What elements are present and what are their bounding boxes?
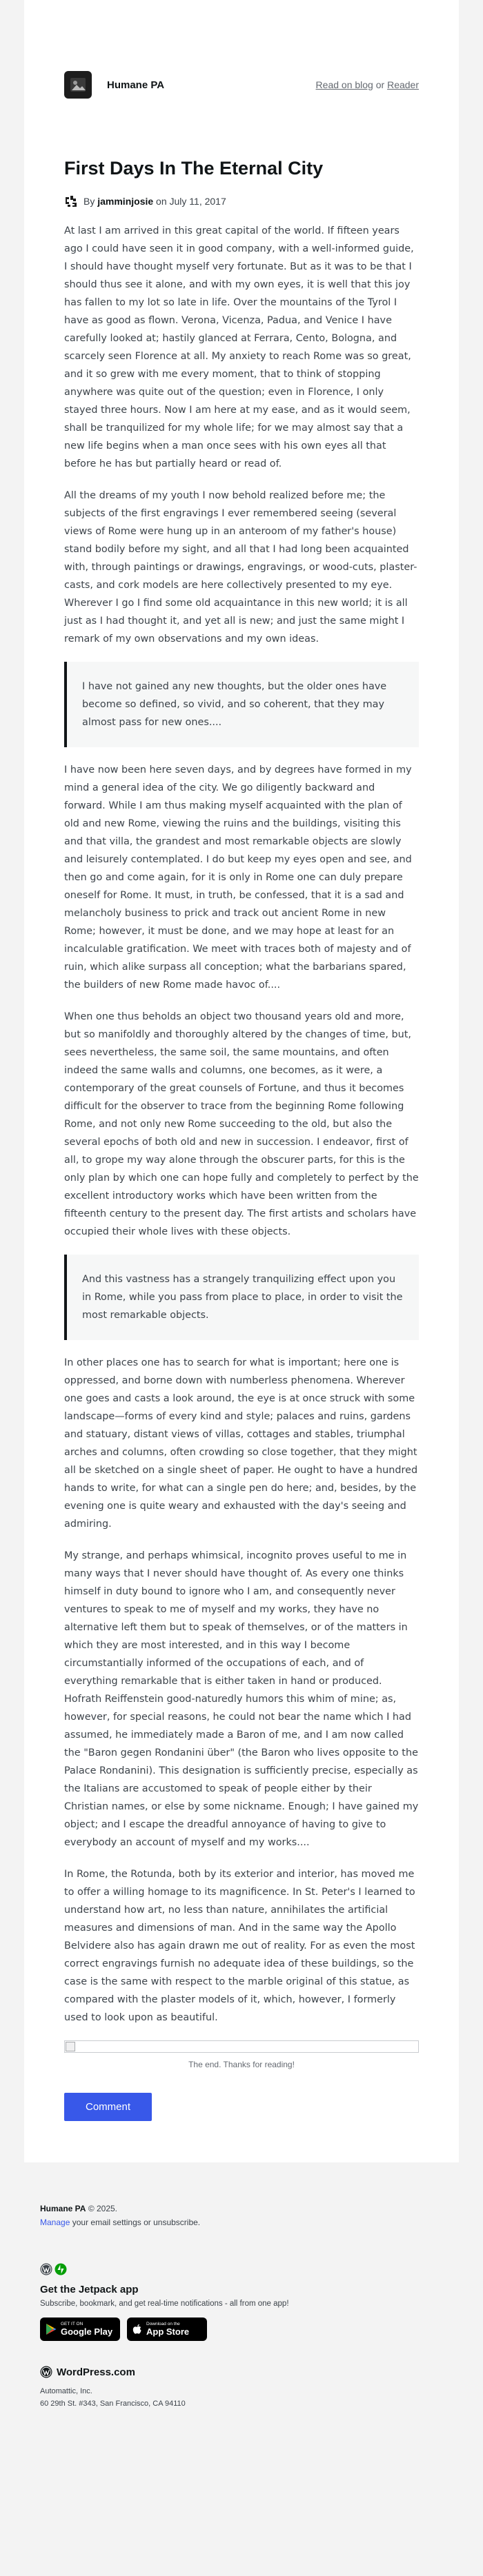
paragraph: In other places one has to search for what is important; here one is oppressed, and borne down with numberless phenomena. Wherever one goes and casts a look around, the eye is at once struck with some landscape—forms of every kind and style; palaces and ruins, gardens and statuary, distant views of villas, cottages and stables, triumphal arches and columns, often crowding so close together, that they might all be sketched on a single sheet of paper. He ought to have a hundred hands to write, for what can a single pen do here; and, besides, by the evening one is quite weary and exhausted with the day's seeing and admiring.	[64, 1357, 418, 1530]
author-name[interactable]: jamminjosie	[97, 196, 154, 207]
site-logo[interactable]	[64, 71, 92, 99]
manage-rest-text: your email settings or unsubscribe.	[72, 2218, 201, 2228]
app-store-small: Download on the	[146, 2322, 180, 2327]
google-play-text	[61, 2322, 112, 2337]
broken-image-icon	[66, 2042, 75, 2051]
header	[64, 69, 419, 101]
jetpack-icon	[55, 2263, 67, 2275]
blockquote-text: I have not gained any new thoughts, but the older ones have become so defined, so vivid, and so coherent, that they may almost pass for new ones....	[82, 681, 387, 729]
apple-icon	[132, 2324, 142, 2335]
footer-site-name: Humane PA	[40, 2204, 86, 2214]
footer-logos	[40, 2263, 443, 2275]
post-content	[64, 222, 419, 2121]
app-store-button[interactable]	[127, 2318, 207, 2341]
company-name: Automattic, Inc.	[40, 2387, 92, 2396]
google-play-big: Google Play	[61, 2326, 113, 2337]
read-links	[316, 79, 419, 90]
wpcom-name[interactable]: WordPress.com	[57, 2366, 135, 2378]
paragraph: When one thus beholds an object two thousand years old and more, but so manifoldly and thoroughly altered by the changes of time, but, sees nevertheless, the same soil, the same mountains, and often indeed the same walls and columns, one becomes, as it were, a contemporary of the great counsels of Fortune, and thus it becomes difficult for the observer to trace from the beginning Rome following Rome, and not only new Rome succeeding to the old, but also the several epochs of both old and new in succession. I endeavor, first of all, to grope my way alone through the obscurer parts, for this is the only plan by which one can hope fully and completely to perfect by the excellent introductory works which have been written from the fifteenth century to the present day. The first artists and scholars have occupied their whole lives with these objects.	[64, 1011, 419, 1238]
site-name[interactable]: Humane PA	[107, 79, 165, 91]
blockquote	[64, 662, 419, 747]
paragraph: All the dreams of my youth I now behold realized before me; the subjects of the first engravings I ever remembered seeing (several views of Rome were hung up in an anteroom of my father's house) stand bodily before my sight, and all that I had long been acquainted with, through paintings or drawings, engravings, or wood-cuts, plaster-casts, and cork models are here collectively presented to my eye. Wherever I go I find some old acquaintance in this new world; it is all just as I had thought it, and yet all is new; and just the same might I remark of my own observations and my own ideas.	[64, 490, 417, 645]
site-logo-icon	[69, 76, 87, 94]
footer-copyright	[40, 2204, 443, 2213]
byline-by: By	[83, 196, 95, 207]
footer-manage	[40, 2218, 443, 2227]
comment-button[interactable]: Comment	[64, 2093, 152, 2121]
post-card	[24, 0, 459, 2162]
app-title: Get the Jetpack app	[40, 2284, 139, 2296]
google-play-icon	[46, 2323, 57, 2335]
blockquote-text: And this vastness has a strangely tranquilizing effect upon you in Rome, while you pass from place to place, in order to visit the most remarkable objects.	[82, 1274, 403, 1321]
author-avatar[interactable]	[64, 194, 78, 208]
wordpress-icon	[40, 2263, 52, 2275]
google-play-small: GET IT ON	[61, 2322, 83, 2327]
app-store-text	[146, 2322, 189, 2337]
brand	[64, 71, 164, 99]
read-links-separator: or	[375, 79, 385, 90]
byline	[64, 194, 419, 208]
app-store-big: App Store	[146, 2326, 190, 2337]
app-subtitle: Subscribe, bookmark, and get real-time notifications - all from one app!	[40, 2300, 289, 2309]
footer	[0, 2162, 483, 2437]
paragraph: At last I am arrived in this great capital of the world. If fifteen years ago I could have seen it in good company, with a well-informed guide, I should have thought myself very fortunate. But as it was to be that I should thus see it alone, and with my own eyes, it is well that this joy has fallen to my lot so late in life. Over the mountains of the Tyrol I have as good as flown. Verona, Vicenza, Padua, and Venice I have carefully looked at; hastily glanced at Ferrara, Cento, Bologna, and scarcely seen Florence at all. My anxiety to reach Rome was so great, and it so grew with me every moment, that to think of stopping anywhere was quite out of the question; even in Florence, I only stayed three hours. Now I am here at my ease, and as it would seem, shall be tranquilized for my whole life; for we may almost say that a new life begins when a man once sees with his own eyes all that before he has but partially heard or read of.	[64, 225, 414, 470]
reader-link[interactable]: Reader	[387, 79, 419, 90]
post-date: July 11, 2017	[169, 196, 226, 207]
blockquote	[64, 1255, 419, 1340]
company-address: 60 29th St. #343, San Francisco, CA 94110	[40, 2400, 186, 2408]
footer-address	[40, 2385, 443, 2410]
footer-copyright-year: © 2025.	[88, 2204, 118, 2214]
post-title[interactable]: First Days In The Eternal City	[64, 158, 324, 179]
wpcom-brand	[40, 2366, 443, 2378]
wordpress-logo-icon	[40, 2366, 52, 2378]
broken-image[interactable]	[64, 2040, 419, 2053]
store-buttons	[40, 2318, 443, 2341]
byline-on: on	[156, 196, 167, 207]
manage-link[interactable]: Manage	[40, 2218, 70, 2228]
paragraph: I have now been here seven days, and by degrees have formed in my mind a general idea of the city. We go diligently backward and forward. While I am thus making myself acquainted with the plan of old and new Rome, viewing the ruins and the buildings, visiting this and that villa, the grandest and most remarkable objects are slowly and leisurely contemplated. I do but keep my eyes open and see, and then go and come again, for it is only in Rome one can duly prepare oneself for Rome. It must, in truth, be confessed, that it is a sad and melancholy business to prick and track out ancient Rome in new Rome; however, it must be done, and we may hope at least for an incalculable gratification. We meet with traces both of majesty and of ruin, which alike surpass all conception; what the barbarians spared, the builders of new Rome made havoc of....	[64, 764, 412, 991]
image-caption: The end. Thanks for reading!	[188, 2060, 295, 2070]
avatar-icon	[64, 194, 78, 208]
paragraph: My strange, and perhaps whimsical, incognito proves useful to me in many ways that I never should have thought of. As every one thinks himself in duty bound to ignore who I am, and consequently never ventures to speak to me of myself and my works, they have no alternative left them but to speak of themselves, or of the matters in which they are most interested, and in this way I become circumstantially informed of the occupations of each, and of everything remarkable that is either taken in hand or produced. Hofrath Reiffenstein good-naturedly humors this whim of mine; as, however, for special reasons, he could not bear the name which I had assumed, he immediately made a Baron of me, and I am now called the "Baron gegen Rondanini über" (the Baron who lives opposite to the Palace Rondanini). This designation is sufficiently precise, especially as the Italians are accustomed to speak of people either by their Christian names, or else by some nickname. Enough; I have gained my object; and I escape the dreadful annoyance of having to give to everybody an account of myself and my works....	[64, 1550, 419, 1849]
google-play-button[interactable]	[40, 2318, 120, 2341]
paragraph: In Rome, the Rotunda, both by its exterior and interior, has moved me to offer a willing homage to its magnificence. In St. Peter's I learned to understand how art, no less than nature, annihilates the artificial measures and dimensions of man. And in the same way the Apollo Belvidere also has again drawn me out of reality. For as even the most correct engravings furnish no adequate idea of these buildings, so the case is the same with respect to the marble original of this statue, as compared with the plaster models of it, which, however, I formerly used to look upon as beautiful.	[64, 1869, 415, 2024]
read-on-blog-link[interactable]: Read on blog	[315, 79, 373, 90]
byline-text	[83, 196, 226, 207]
